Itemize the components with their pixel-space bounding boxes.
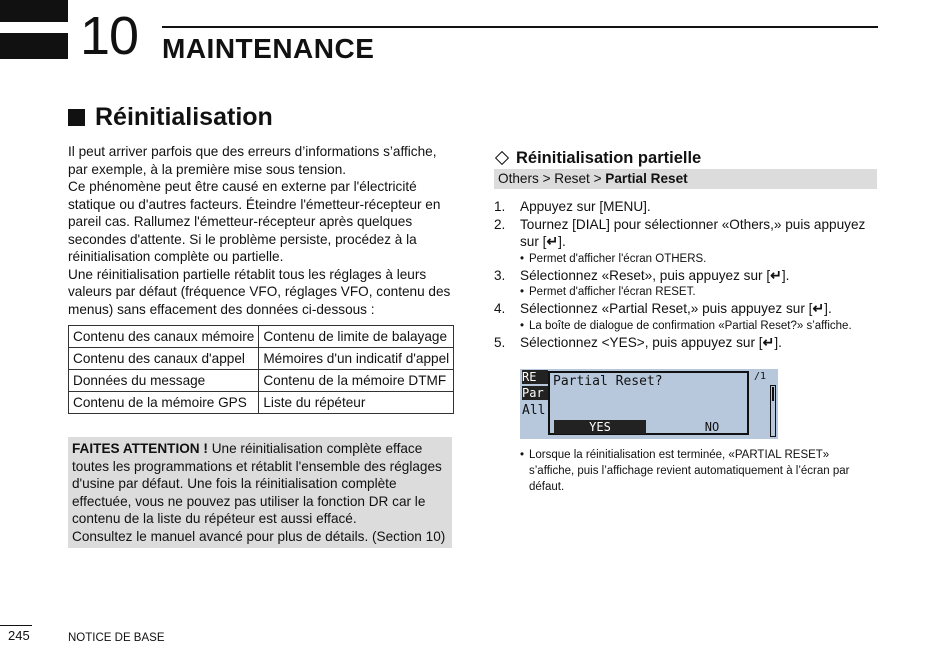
step-number: 3.	[494, 267, 506, 283]
step-text-a: Tournez [DIAL] pour sélectionner «Others,» puis appuyez sur [	[520, 216, 866, 249]
table-cell: Contenu des canaux d'appel	[69, 348, 259, 370]
list-item	[494, 267, 874, 285]
list-item	[494, 216, 874, 251]
lcd-no-option: NO	[704, 420, 720, 434]
enter-key-icon: ↵	[770, 266, 782, 283]
section-heading	[68, 100, 273, 134]
step-note-text: Permet d'afficher l'écran RESET.	[529, 286, 696, 298]
bullet-icon: •	[520, 449, 525, 461]
enter-key-icon: ↵	[762, 333, 775, 350]
lcd-confirm-dialog	[548, 371, 749, 435]
steps-list	[494, 198, 874, 351]
step-note	[494, 318, 874, 334]
menu-path-target: Partial Reset	[605, 171, 688, 186]
list-item	[494, 334, 874, 352]
intro-paragraph: Il peut arriver parfois que des erreurs d’informations s’affiche, par exemple, à la première mise sous tension.	[68, 144, 437, 177]
list-item	[494, 198, 874, 216]
step-note	[494, 284, 874, 300]
enter-key-icon: ↵	[546, 233, 559, 249]
table-cell: Données du message	[69, 370, 259, 392]
page-number: 245	[8, 628, 30, 643]
lcd-dialog-title: Partial Reset?	[553, 374, 663, 389]
intro-paragraph: Une réinitialisation partielle rétablit tous les réglages à leurs valeurs par défaut (fréquence VFO, réglages VFO, contenu des menus) sans effacement des données ci-dessous :	[68, 266, 451, 317]
step-text-b: ].	[781, 267, 790, 283]
bullet-icon: •	[520, 252, 525, 265]
step-text-b: ].	[774, 334, 782, 350]
menu-path	[494, 169, 877, 189]
step-text	[520, 267, 874, 285]
intro-paragraph: Ce phénomène peut être causé en externe par l'électricité statique ou d'autres facteurs. Éteindre l'émetteur-récepteur en pareil cas. Rallumez l'émetteur-récepteur après quelques secondes d'attente. Si le problème persiste, procédez à la réinitialisation complète ou partielle.	[68, 179, 441, 264]
completion-note-text: Lorsque la réinitialisation est terminée, «PARTIAL RESET» s’affiche, puis l’affichage revient automatiquement à l’écran par défaut.	[529, 449, 850, 493]
footer-label: NOTICE DE BASE	[68, 632, 165, 644]
bullet-icon: •	[520, 319, 525, 332]
table-cell: Contenu des canaux mémoire	[69, 326, 259, 348]
attention-reference: Consultez le manuel avancé pour plus de détails. (Section 10)	[72, 528, 446, 544]
lcd-screenshot	[520, 369, 778, 439]
completion-note	[520, 447, 870, 495]
chapter-title: MAINTENANCE	[162, 33, 375, 64]
step-note-text: La boîte de dialogue de confirmation «Partial Reset?» s’affiche.	[529, 319, 852, 332]
partial-reset-title: Réinitialisation partielle	[516, 149, 702, 167]
lcd-page-indicator: /1	[754, 371, 767, 382]
table-row	[69, 392, 454, 414]
step-text-a: Sélectionnez <YES>, puis appuyez sur [	[520, 334, 763, 350]
attention-paragraph	[72, 440, 448, 528]
attention-text: Une réinitialisation complète efface toutes les programmations et rétablit l'ensemble des réglages d'usine par défaut. Une fois la réinitialisation complète effectuée, vous ne pouvez pas utiliser la fonction DR car le contenu de la liste du répéteur est aussi effacé.	[72, 441, 442, 526]
table-row	[69, 370, 454, 392]
step-text-b: ].	[558, 234, 566, 249]
table-cell: Contenu de la mémoire GPS	[69, 392, 259, 414]
step-text-a: Sélectionnez «Partial Reset,» puis appuyez sur [	[520, 301, 813, 316]
preserved-data-table	[68, 325, 454, 414]
chapter-tab-bottom	[0, 33, 68, 59]
lcd-menu-header: RE	[522, 370, 548, 384]
menu-path-prefix: Others > Reset >	[498, 171, 606, 186]
partial-reset-heading	[494, 147, 701, 169]
enter-key-icon: ↵	[812, 300, 825, 316]
attention-box	[68, 437, 452, 548]
step-text	[520, 334, 874, 352]
list-item	[494, 300, 874, 318]
square-bullet-icon	[68, 109, 85, 126]
lcd-yes-option: YES	[554, 420, 646, 434]
lcd-scroll-thumb	[772, 387, 774, 401]
lcd-menu-item: All	[522, 403, 546, 418]
step-text-b: ].	[824, 301, 832, 316]
section-title: Réinitialisation	[95, 103, 273, 131]
lcd-menu-item-selected: Par	[522, 386, 548, 400]
chapter-number: 10	[80, 6, 139, 66]
table-row	[69, 348, 454, 370]
table-cell: Contenu de la mémoire DTMF	[259, 370, 454, 392]
step-number: 4.	[494, 301, 506, 316]
table-cell: Liste du répéteur	[259, 392, 454, 414]
step-text	[520, 300, 874, 318]
table-row	[69, 326, 454, 348]
diamond-bullet-icon	[495, 151, 509, 165]
table-cell: Mémoires d'un indicatif d'appel	[259, 348, 454, 370]
step-number: 1.	[494, 199, 506, 214]
step-note	[494, 251, 874, 267]
lcd-scrollbar	[770, 385, 776, 437]
bullet-icon: •	[520, 286, 525, 298]
step-text: Appuyez sur [MENU].	[520, 199, 651, 214]
table-cell: Contenu de limite de balayage	[259, 326, 454, 348]
chapter-rule	[162, 26, 878, 28]
step-number: 5.	[494, 334, 506, 350]
step-number: 2.	[494, 216, 506, 232]
intro-text	[68, 143, 458, 318]
step-text	[520, 216, 874, 251]
step-note-text: Permet d'afficher l'écran OTHERS.	[529, 252, 707, 265]
attention-lead: FAITES ATTENTION !	[72, 441, 208, 456]
page-number-rule	[0, 625, 32, 626]
chapter-tab-top	[0, 0, 68, 22]
step-text-a: Sélectionnez «Reset», puis appuyez sur [	[520, 267, 771, 283]
